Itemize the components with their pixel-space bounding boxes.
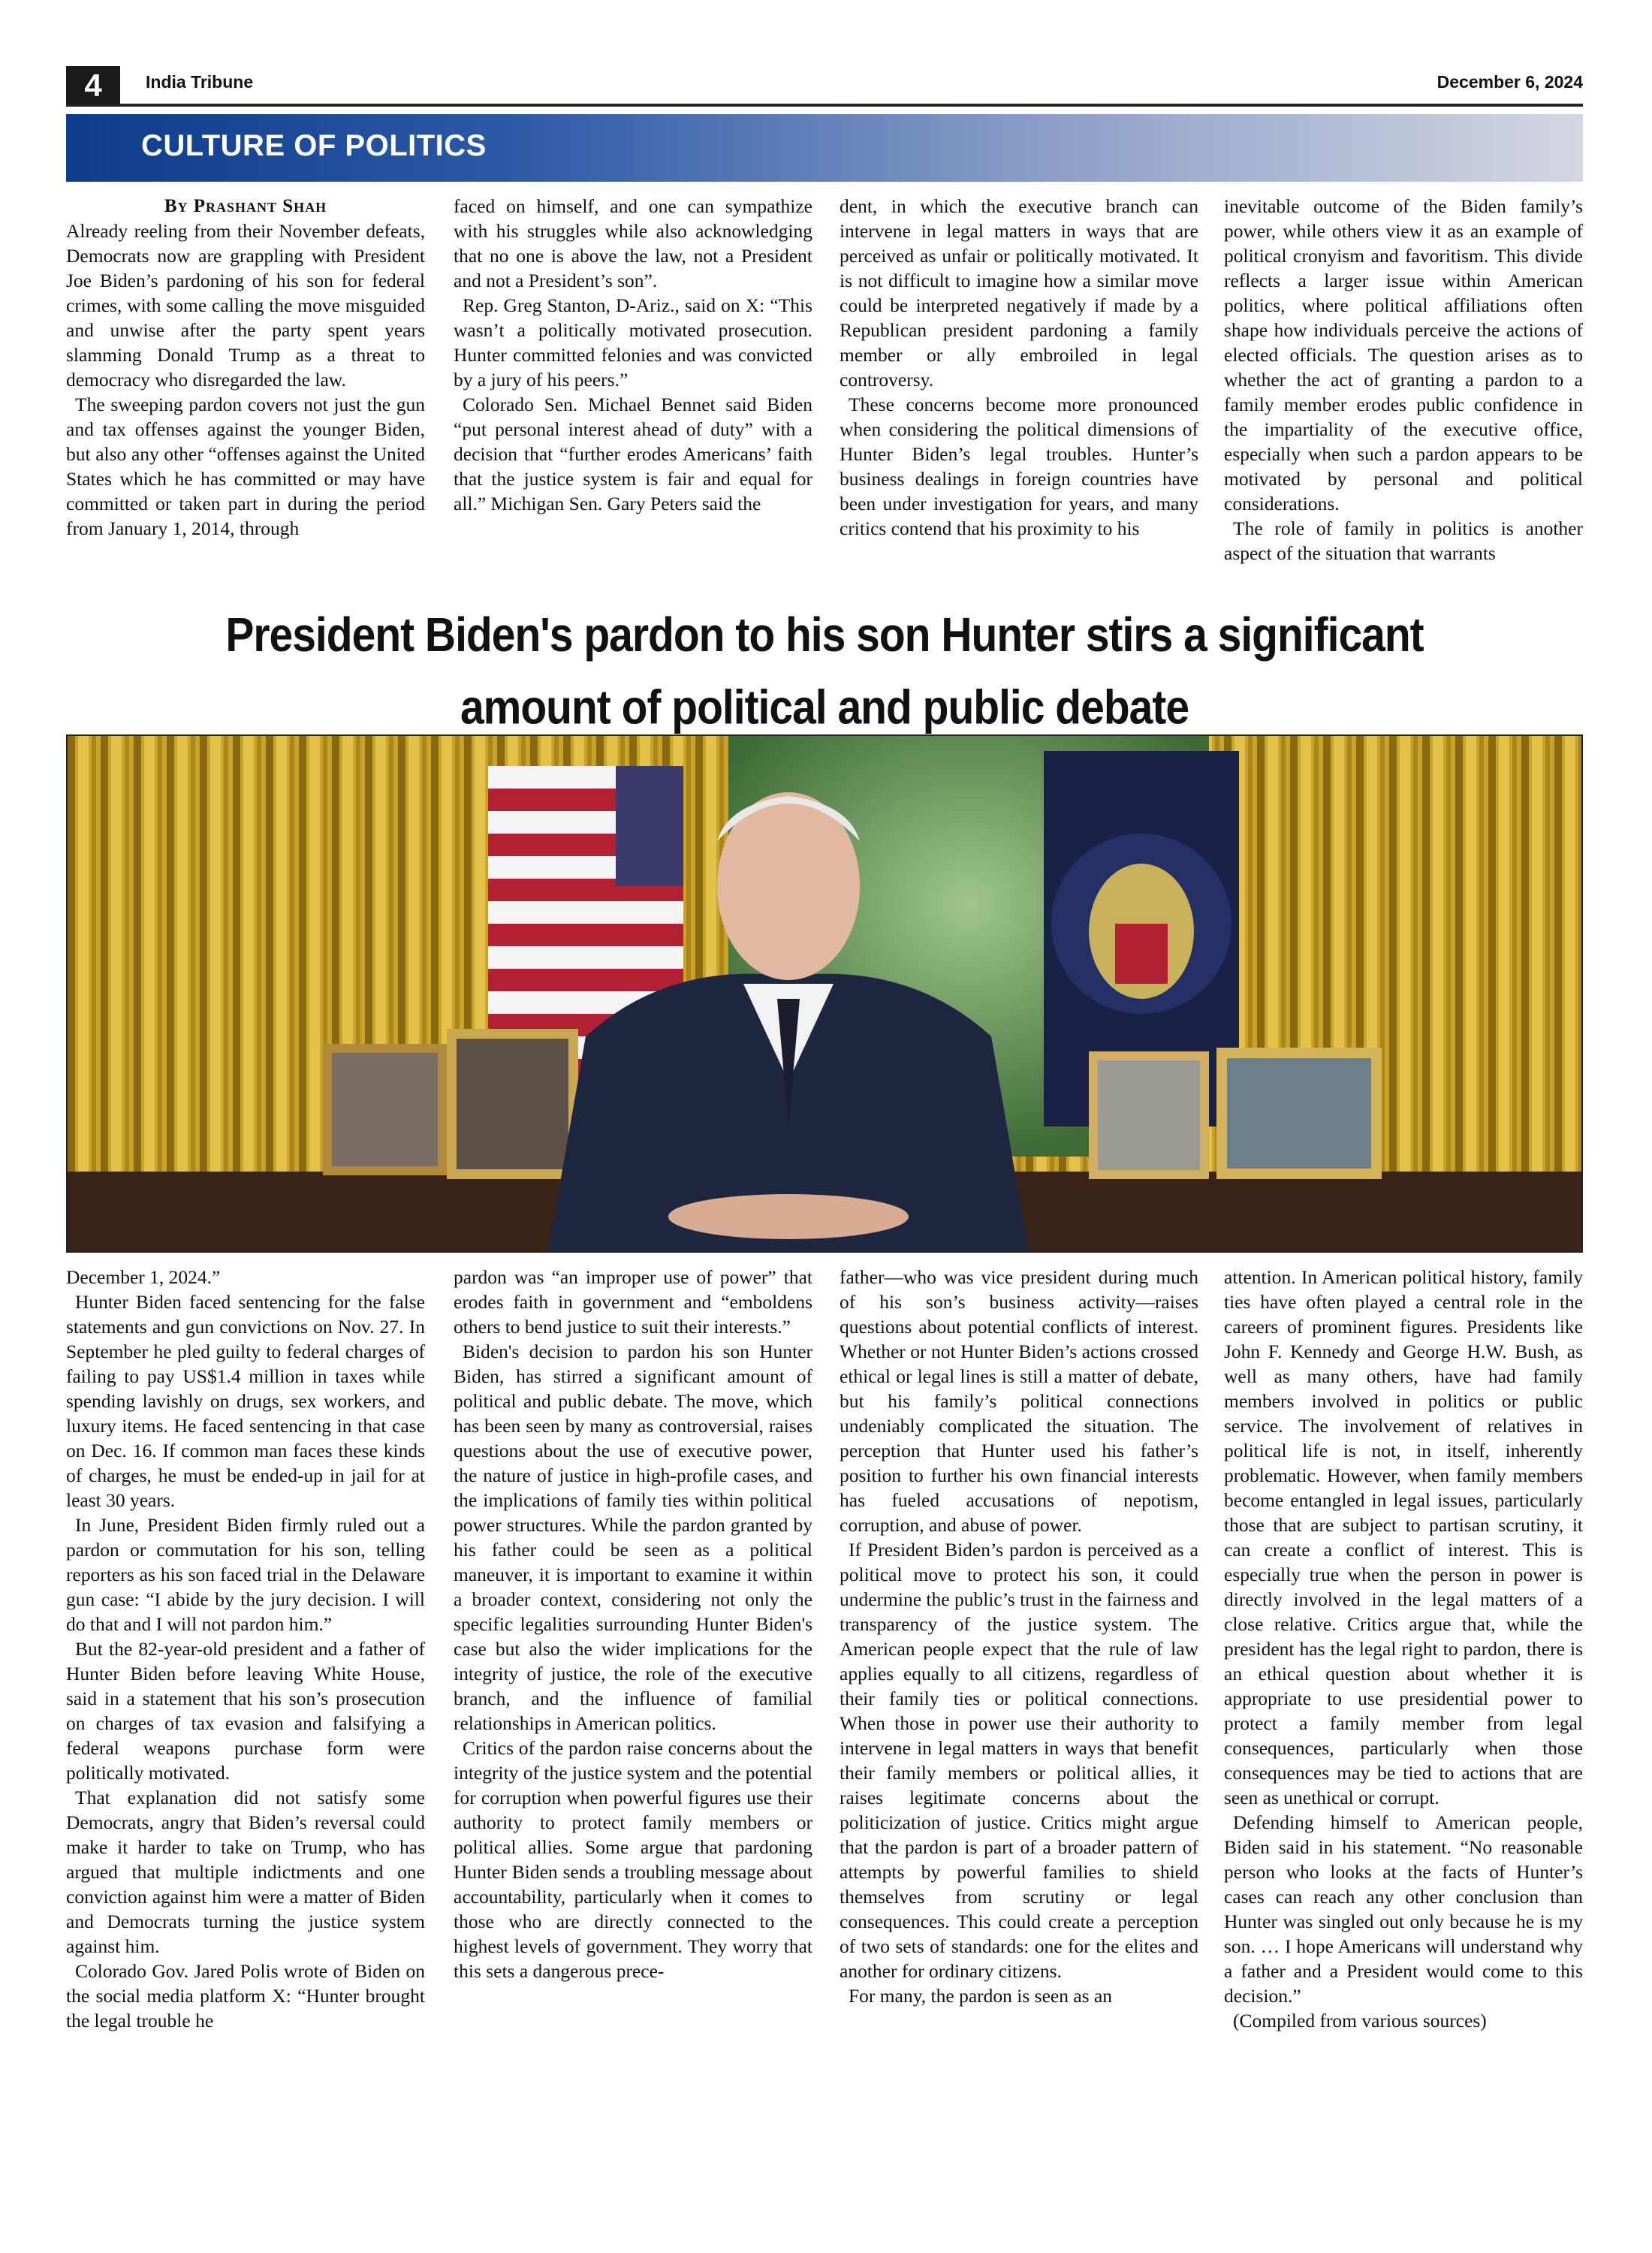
page-number: 4	[66, 66, 120, 105]
paragraph: Biden's decision to pardon his son Hunter Biden, has stirred a significant amount of political and public debate. The move, which has been seen by many as controversial, raises questions about the use of executive power, the nature of justice in high-profile cases, and the implications of family ties within political power structures. While the pardon granted by his father could be seen as a political maneuver, it is important to examine it within a broader context, considering not only the specific legalities surrounding Hunter Biden's case but also the wider implications for the integrity of justice, the role of the executive branch, and the influence of familial relationships in American politics.	[454, 1341, 812, 1734]
paragraph: For many, the pardon is seen as an	[849, 1985, 1113, 2007]
article-column-top-3	[840, 194, 1198, 541]
paragraph: faced on himself, and one can sympathize with his struggles while also acknowledging that no one is above the law, not a President and not a President’s son”.	[454, 195, 812, 291]
paragraph: dent, in which the executive branch can intervene in legal matters in ways that are perceived as unfair or politically motivated. It is not difficult to imagine how a similar move could be interpreted negatively if made by a Republican president pardoning a family member or ally embroiled in legal controversy.	[840, 195, 1198, 391]
publication-date: December 6, 2024	[1436, 72, 1583, 92]
header-divider	[66, 104, 1583, 107]
article-column-bottom-1	[66, 1265, 425, 2033]
paragraph: These concerns become more pronounced when considering the political dimensions of Hunter Biden’s legal troubles. Hunter’s business dealings in foreign countries have been under investigation for years, and many critics contend that his proximity to his	[840, 394, 1198, 539]
article-column-bottom-2	[454, 1265, 812, 1983]
section-title: CULTURE OF POLITICS	[141, 129, 487, 162]
article-photo	[66, 734, 1583, 1253]
paragraph: inevitable outcome of the Biden family’s power, while others view it as an example of political cronyism and favoritism. This divide reflects a larger issue within American politics, where political affiliations often shape how individuals perceive the actions of elected officials. The question arises as to whether the act of granting a pardon to a family member erodes public confidence in the impartiality of the executive office, especially when such a pardon appears to be motivated by personal and political considerations.	[1224, 195, 1583, 514]
paragraph: That explanation did not satisfy some Democrats, angry that Biden’s reversal could make it harder to take on Trump, who has argued that multiple indictments and one conviction against him were a matter of Biden and Democrats turning the justice system against him.	[66, 1787, 425, 1957]
page-header	[66, 66, 1583, 104]
paragraph: December 1, 2024.”	[66, 1266, 221, 1288]
article-column-top-1	[66, 194, 425, 541]
paragraph: Colorado Gov. Jared Polis wrote of Biden on the social media platform X: “Hunter brought the legal trouble he	[66, 1960, 425, 2031]
paragraph: Colorado Sen. Michael Bennet said Biden “put personal interest ahead of duty” with a decision that “further erodes Americans’ faith that the justice system is fair and equal for all.” Michigan Sen. Gary Peters said the	[454, 394, 812, 514]
source-note: (Compiled from various sources)	[1233, 2010, 1487, 2031]
article-column-top-4	[1224, 194, 1583, 566]
family-photo-frame	[447, 1029, 578, 1179]
family-photo-frame	[323, 1044, 447, 1175]
paragraph: attention. In American political history, family ties have often played a central role in the careers of prominent figures. Presidents like John F. Kennedy and George H.W. Bush, as well as many others, have had family members involved in politics or public service. The involvement of relatives in political life is not, in itself, inherently problematic. However, when family members become entangled in legal issues, particularly those that are subject to partisan scrutiny, it can create a conflict of interest. This is especially true when the person in power is directly involved in the legal matters of a close relative. Critics argue that, while the president has the legal right to pardon, there is an ethical question about whether it is appropriate to use presidential power to protect a family member from legal consequences, particularly when those consequences may be tied to actions that are seen as unethical or corrupt.	[1224, 1266, 1583, 1808]
headline	[66, 599, 1583, 744]
article-column-top-2	[454, 194, 812, 516]
article-column-bottom-3	[840, 1265, 1198, 2008]
section-banner	[66, 114, 1583, 182]
paragraph: The role of family in politics is another aspect of the situation that warrants	[1224, 517, 1583, 564]
paragraph: Hunter Biden faced sentencing for the false statements and gun convictions on Nov. 27. In September he pled guilty to federal charges of failing to pay US$1.4 million in taxes while spending lavishly on drugs, sex workers, and luxury items. He faced sentencing in that case on Dec. 16. If common man faces these kinds of charges, he must be ended-up in jail for at least 30 years.	[66, 1291, 425, 1511]
paragraph: If President Biden’s pardon is perceived as a political move to protect his son, it could undermine the public’s trust in the fairness and transparency of the justice system. The American people expect that the rule of law applies equally to all citizens, regardless of their family ties or political connections. When those in power use their authority to intervene in legal matters in ways that benefit their family members or political allies, it raises legitimate concerns about the politicization of justice. Critics might argue that the pardon is part of a broader pattern of attempts by powerful families to shield themselves from scrutiny or legal consequences. This could create a perception of two sets of standards: one for the elites and another for ordinary citizens.	[840, 1539, 1199, 1982]
paragraph: Already reeling from their November defeats, Democrats now are grappling with President Joe Biden’s pardoning of his son for federal crimes, with some calling the move misguided and unwise after the party spent years slamming Donald Trump as a threat to democracy who disregarded the law.	[66, 220, 425, 391]
paragraph: But the 82-year-old president and a father of Hunter Biden before leaving White House, said in a statement that his son’s prosecution on charges of tax evasion and falsifying a federal weapons purchase form were politically motivated.	[66, 1638, 425, 1784]
paragraph: In June, President Biden firmly ruled out a pardon or commutation for his son, telling reporters as his son faced trial in the Delaware gun case: “I abide by the jury decision. I will do that and I will not pardon him.”	[66, 1514, 425, 1635]
family-photo-frame	[1216, 1048, 1382, 1179]
paragraph: Critics of the pardon raise concerns about the integrity of the justice system and the potential for corruption when powerful figures use their authority to protect family members or political allies. Some argue that pardoning Hunter Biden sends a troubling message about accountability, particularly when it comes to those who are directly connected to the highest levels of government. They worry that this sets a dangerous prece-	[454, 1737, 813, 1982]
headline-line-1: President Biden's pardon to his son Hunter stirs a significant	[225, 608, 1424, 662]
paragraph: Rep. Greg Stanton, D-Ariz., said on X: “This wasn’t a politically motivated prosecution. Hunter committed felonies and was convicted by a jury of his peers.”	[454, 294, 812, 391]
publication-name: India Tribune	[146, 72, 254, 92]
headline-line-2: amount of political and public debate	[460, 680, 1189, 734]
paragraph: Defending himself to American people, Biden said in his statement. “No reasonable person who looks at the facts of Hunter’s cases can reach any other conclusion than Hunter was singled out only because he is my son. … I hope Americans will understand why a father and a President would come to this decision.”	[1224, 1811, 1583, 2007]
family-photo-frame	[1089, 1051, 1209, 1179]
byline: By Prashant Shah	[164, 196, 327, 216]
article-column-bottom-4	[1224, 1265, 1583, 2033]
paragraph: The sweeping pardon covers not just the gun and tax offenses against the younger Biden, but also any other “offenses against the United States which he has committed or may have committed or taken part in during the period from January 1, 2014, through	[66, 394, 425, 539]
paragraph: father—who was vice president during much of his son’s business activity—raises questions about potential conflicts of interest. Whether or not Hunter Biden’s actions crossed ethical or legal lines is still a matter of debate, but his family’s political connections undeniably complicated the situation. The perception that Hunter used his father’s position to further his own financial interests has fueled accusations of nepotism, corruption, and abuse of power.	[840, 1266, 1198, 1536]
paragraph: pardon was “an improper use of power” that erodes faith in government and “emboldens others to bend justice to suit their interests.”	[454, 1266, 812, 1338]
